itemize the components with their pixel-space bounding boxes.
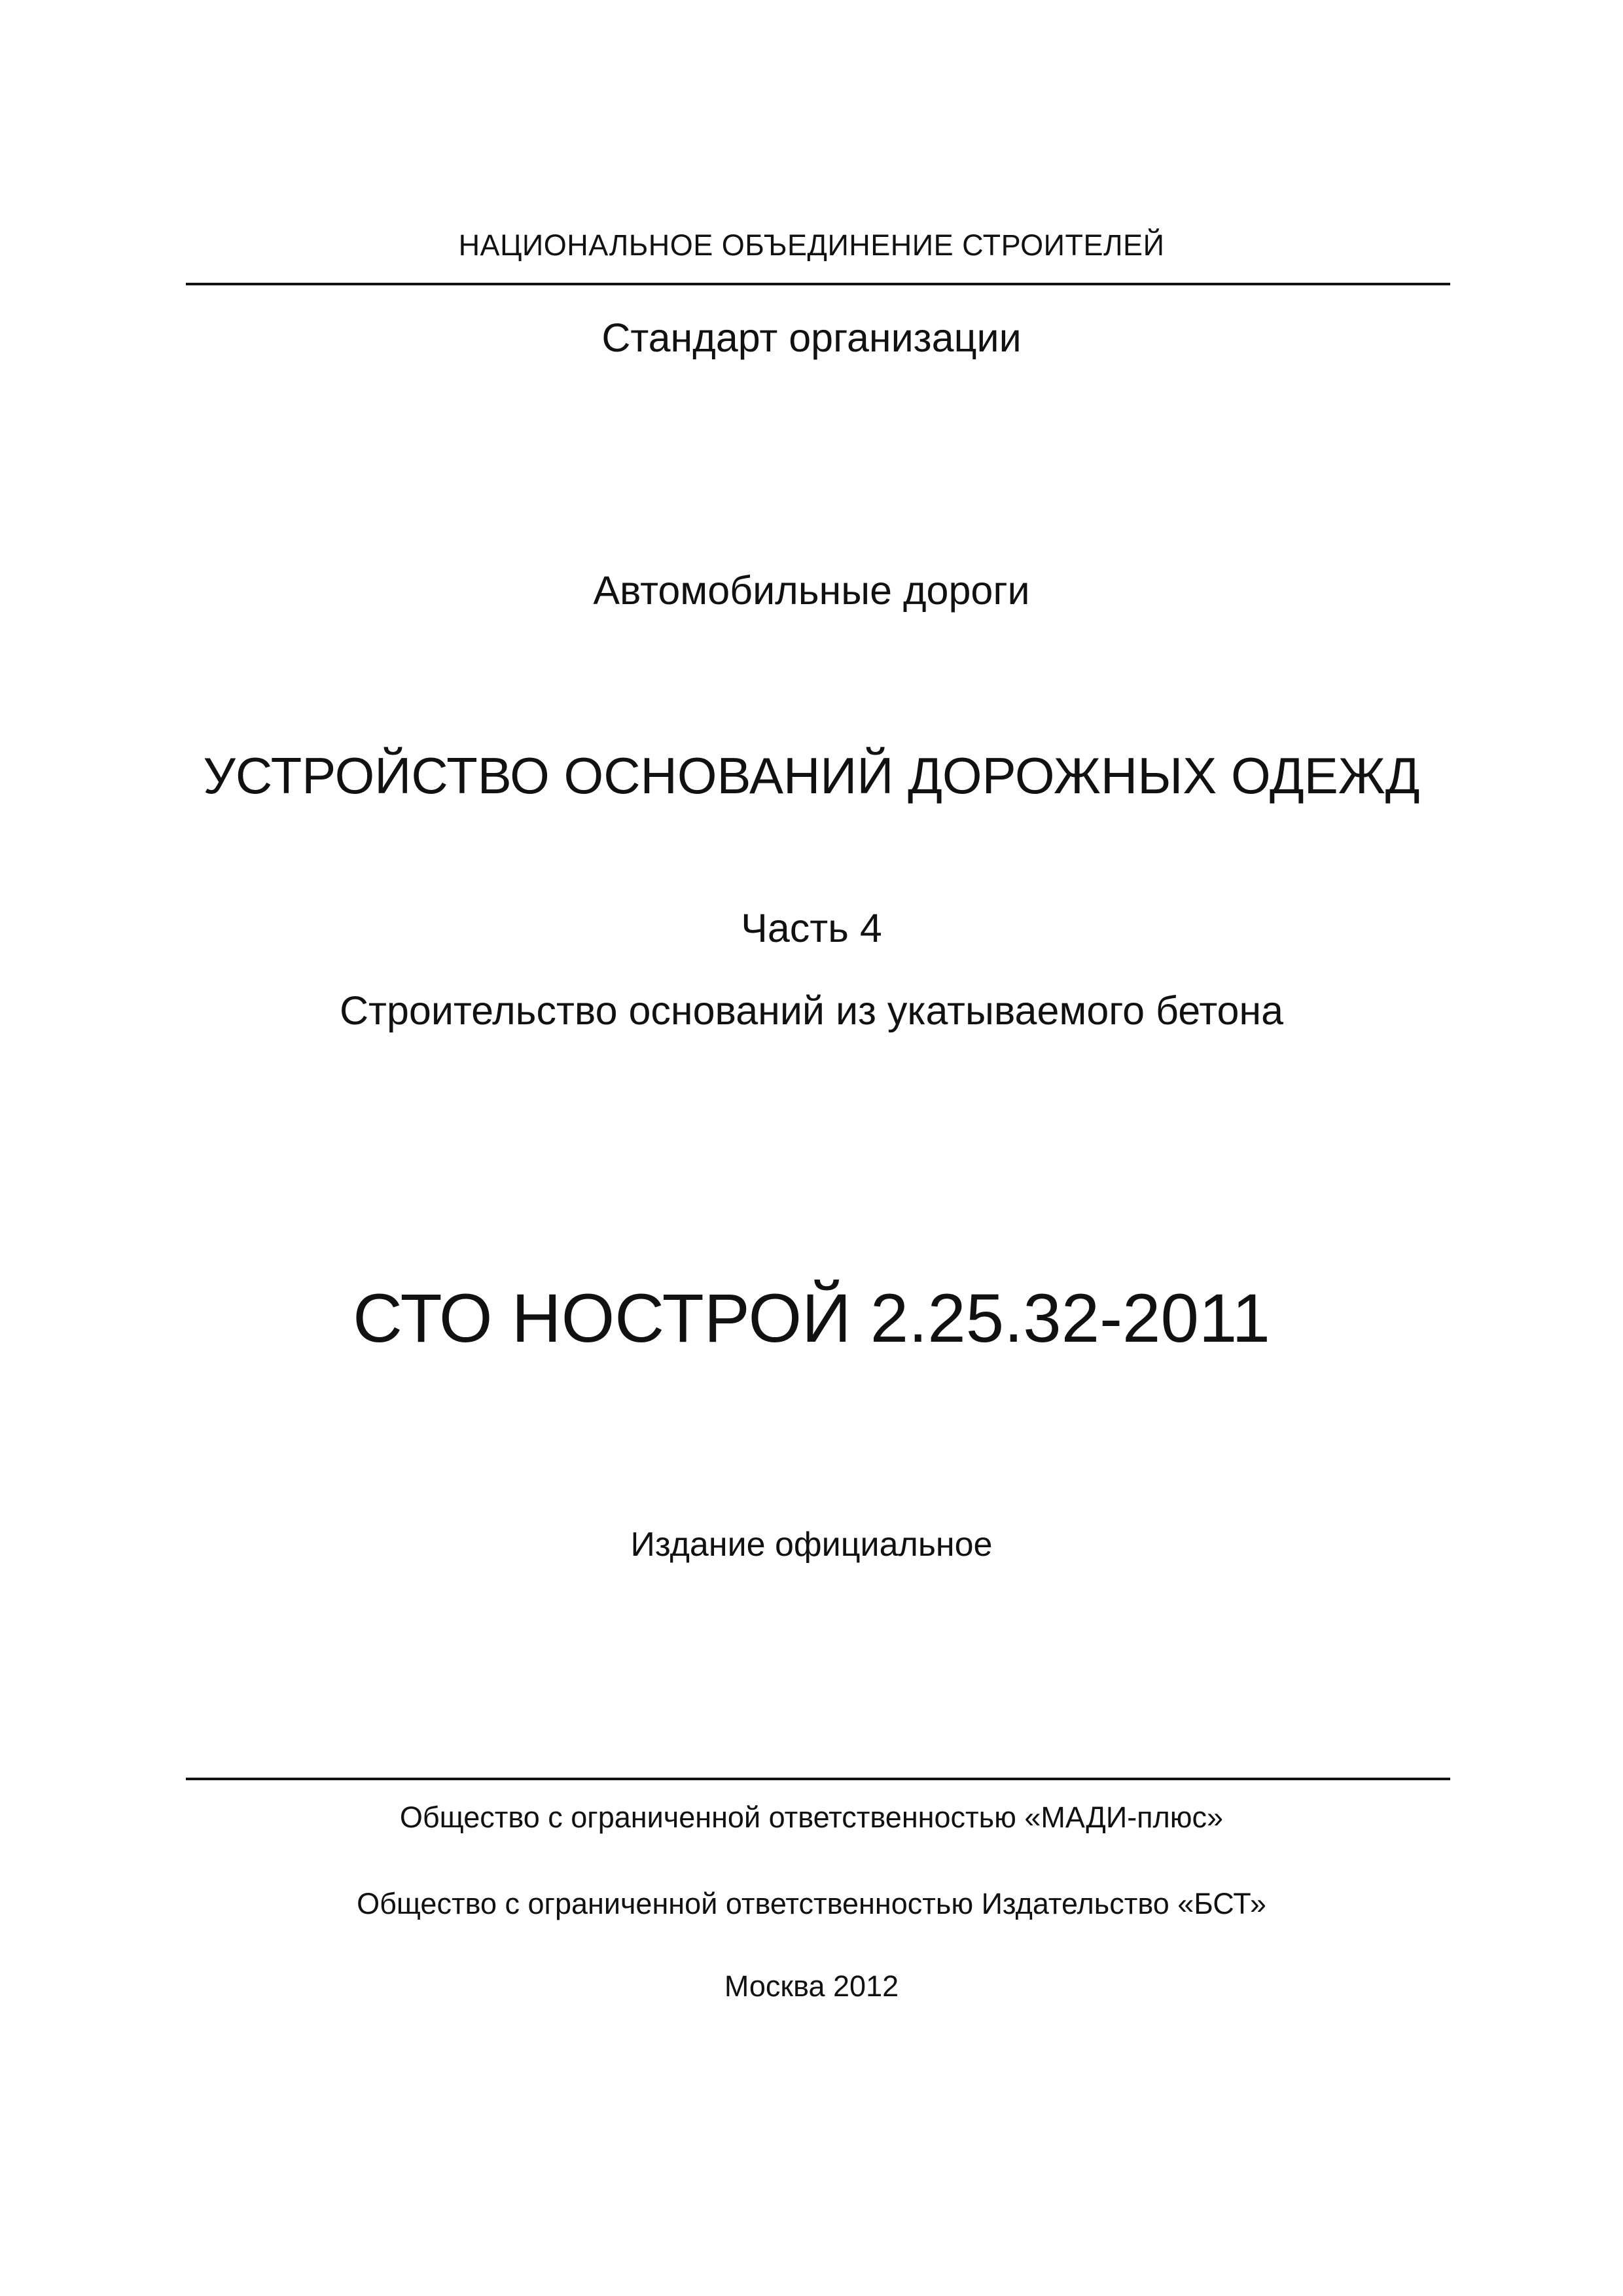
organization-heading: НАЦИОНАЛЬНОЕ ОБЪЕДИНЕНИЕ СТРОИТЕЛЕЙ bbox=[458, 228, 1165, 262]
standard-code: СТО НОСТРОЙ 2.25.32-2011 bbox=[353, 1280, 1270, 1357]
subject-heading: Автомобильные дороги bbox=[593, 568, 1030, 613]
bottom-divider bbox=[186, 1778, 1450, 1780]
publisher-madi: Общество с ограниченной ответственностью «МАДИ-плюс» bbox=[399, 1801, 1224, 1834]
standard-type: Стандарт организации bbox=[601, 315, 1022, 360]
document-subtitle: Строительство оснований из укатываемого бетона bbox=[340, 988, 1283, 1033]
document-title: УСТРОЙСТВО ОСНОВАНИЙ ДОРОЖНЫХ ОДЕЖД bbox=[203, 747, 1420, 804]
edition-label: Издание официальное bbox=[630, 1526, 993, 1564]
part-number: Часть 4 bbox=[741, 906, 882, 950]
city-year: Москва 2012 bbox=[724, 1969, 899, 2003]
publisher-bst: Общество с ограниченной ответственностью Издательство «БСТ» bbox=[357, 1887, 1266, 1920]
top-divider bbox=[186, 283, 1450, 285]
